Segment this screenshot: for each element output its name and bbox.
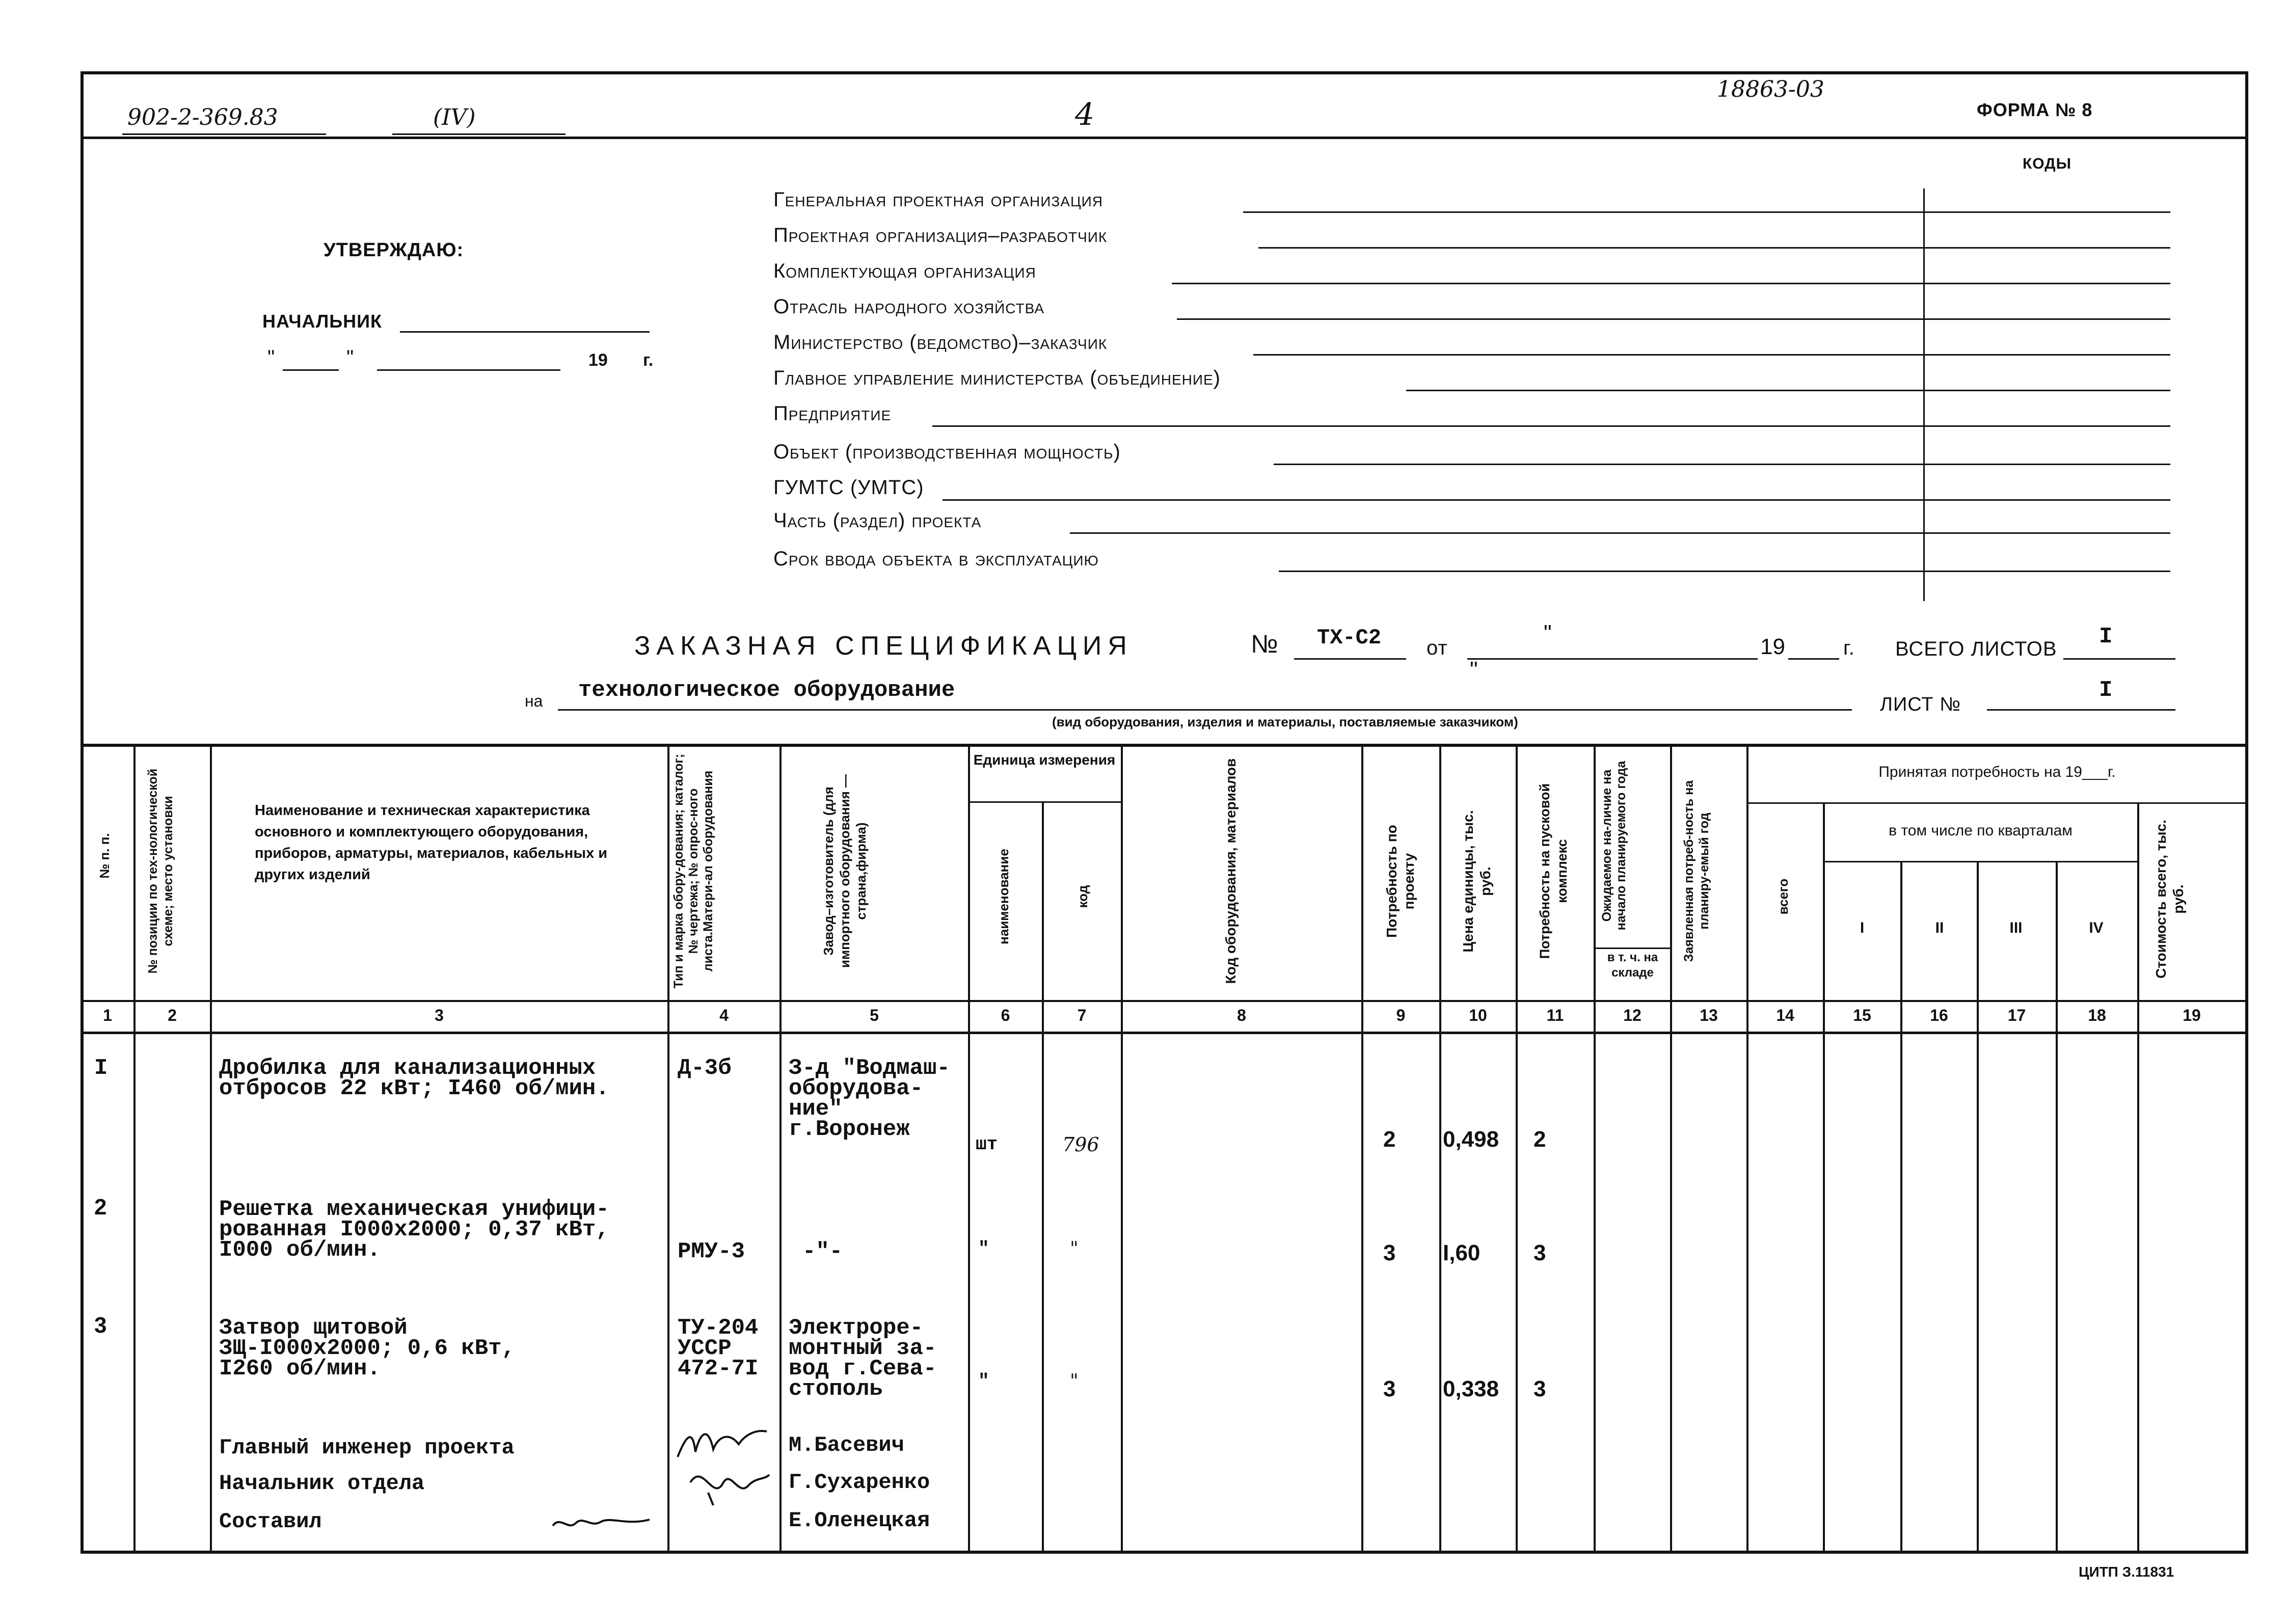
unit-subhead-line	[968, 801, 1121, 803]
spec-no-line	[1294, 658, 1406, 660]
table-top	[80, 744, 2248, 747]
row-number: 3	[94, 1313, 107, 1338]
col-line	[1977, 861, 1979, 1554]
approve-year-suffix: г.	[643, 350, 654, 370]
col-number: 9	[1396, 1006, 1406, 1024]
header-c12b: в т. ч. на складе	[1607, 951, 1658, 980]
header-quarters: в том числе по кварталам	[1889, 822, 2073, 839]
org-field-line	[943, 499, 2170, 501]
col-number: 10	[1469, 1006, 1487, 1024]
col-number: 17	[2007, 1006, 2026, 1024]
row-maker-line: стополь	[789, 1376, 883, 1402]
org-field-label: Министерство (ведомство)–заказчик	[773, 331, 1108, 354]
signature-mark-dept-head	[683, 1462, 774, 1508]
col-line	[667, 744, 669, 1554]
top-divider	[80, 137, 2248, 139]
col-line	[1361, 744, 1363, 1554]
spec-no-value: ТХ-С2	[1317, 626, 1382, 650]
quarters-subhead-line	[1823, 861, 2137, 862]
row-name-line: отбросов 22 кВт; I460 об/мин.	[219, 1076, 609, 1101]
org-field-label: Главное управление министерства (объединение)	[773, 367, 1221, 389]
col-line	[2137, 802, 2139, 1554]
signature-name: Е.Оленецкая	[789, 1508, 930, 1533]
org-field-line	[932, 425, 2170, 427]
date-day-line	[283, 369, 339, 371]
signature-name: М.Басевич	[789, 1433, 904, 1457]
row-unit: "	[978, 1238, 989, 1259]
col-line	[210, 744, 212, 1554]
row-type-line: 472-7I	[678, 1356, 759, 1382]
row-maker-line: монтный за-	[789, 1336, 937, 1361]
header-c9: Потребность по проекту	[1384, 825, 1417, 938]
col-line	[779, 744, 782, 1554]
col-number: 1	[103, 1006, 112, 1024]
spec-from-label: от	[1427, 637, 1448, 659]
row-need: 3	[1383, 1240, 1396, 1265]
org-field-label: Комплектующая организация	[773, 260, 1036, 282]
col-number: 7	[1077, 1006, 1087, 1024]
row-need: 2	[1383, 1127, 1396, 1152]
sheet-code: 18863-03	[1717, 76, 1824, 102]
doc-code: 902-2-369.83	[127, 104, 278, 130]
col-line	[1746, 744, 1748, 1554]
org-field-label: Срок ввода объекта в эксплуатацию	[773, 548, 1099, 570]
col-number: 18	[2088, 1006, 2106, 1024]
row-code: "	[1070, 1238, 1079, 1259]
row-launch: 2	[1533, 1127, 1546, 1152]
row-maker-line: ние"	[789, 1096, 843, 1122]
header-c4: Тип и марка обору-дования; каталог; № чертежа; № опрос-ного листа.Матери-ал оборудования	[671, 753, 715, 989]
footer-code: ЦИТП З.11831	[2079, 1564, 2174, 1580]
spec-sheet-line	[1987, 709, 2175, 711]
date-month-line	[377, 369, 560, 371]
org-field-label: ГУМТС (УМТС)	[773, 476, 924, 499]
header-c3: Наименование и техническая характеристика основного и комплектующего оборудования, приборов, арматуры, материалов, кабельных и других изделий	[255, 802, 608, 883]
col-line	[1670, 744, 1672, 1554]
row-name-line: I260 об/мин.	[219, 1356, 381, 1382]
row-maker-line: З-д "Водмаш-	[789, 1055, 950, 1081]
org-field-line	[1258, 247, 2170, 249]
org-field-line	[1406, 390, 2170, 391]
table-header-bottom	[80, 1000, 2248, 1002]
org-field-line	[1243, 211, 2170, 213]
col-number: 19	[2183, 1006, 2201, 1024]
row-maker-line: вод г.Сева-	[789, 1356, 937, 1382]
row-type-line: УССР	[678, 1336, 732, 1361]
col-line	[1121, 744, 1123, 1554]
row-unit: шт	[976, 1134, 998, 1155]
col-number: 11	[1546, 1006, 1564, 1024]
row-launch: 3	[1533, 1376, 1546, 1401]
header-unit: Единица измерения	[973, 752, 1116, 768]
spec-caption: (вид оборудования, изделия и материалы, поставляемые заказчиком)	[1052, 714, 1518, 729]
row-code: "	[1070, 1371, 1079, 1392]
col-line	[2056, 861, 2058, 1554]
row-name-line: рованная I000х2000; 0,37 кВт,	[219, 1217, 609, 1242]
chief-line	[400, 331, 650, 333]
signature-name: Г.Сухаренко	[789, 1470, 930, 1495]
col-line	[133, 744, 136, 1554]
signature-mark-chief-engineer	[672, 1421, 774, 1467]
approve-title: УТВЕРЖДАЮ:	[324, 239, 464, 261]
spec-total-label: ВСЕГО ЛИСТОВ	[1895, 638, 2057, 660]
row-name-line: Затвор щитовой	[219, 1315, 408, 1341]
header-c11: Потребность на пусковой комплекс	[1537, 783, 1570, 959]
org-field-label: Часть (раздел) проекта	[773, 509, 982, 532]
header-c1: № п. п.	[97, 833, 112, 879]
doc-roman: (IV)	[433, 104, 476, 130]
date-quote-close: "	[346, 346, 354, 369]
org-field-label: Объект (производственная мощность)	[773, 441, 1121, 463]
header-c12: Ожидаемое на-личие на начало планируемого года	[1600, 761, 1628, 931]
col-line	[968, 744, 970, 1554]
spec-sheet-value: I	[2099, 678, 2113, 703]
row-price: 0,498	[1443, 1127, 1499, 1152]
spec-sheet-label: ЛИСТ №	[1880, 694, 1961, 715]
org-field-line	[1253, 354, 2170, 356]
col-number: 2	[168, 1006, 177, 1024]
header-c6: наименование	[996, 849, 1011, 944]
date-quote-open: "	[267, 346, 275, 369]
row-maker-line: г.Воронеж	[789, 1117, 910, 1142]
col-number: 14	[1776, 1006, 1794, 1024]
col-number: 4	[719, 1006, 729, 1024]
spec-year-line	[1788, 658, 1839, 660]
spec-title: ЗАКАЗНАЯ СПЕЦИФИКАЦИЯ	[634, 631, 1133, 661]
row-type-line: ТУ-204	[678, 1315, 759, 1341]
spec-quote-1: "	[1544, 620, 1552, 645]
c12-subhead-line	[1595, 948, 1670, 949]
col-number: 6	[1001, 1006, 1010, 1024]
header-c14: всего	[1775, 878, 1791, 915]
row-price: 0,338	[1443, 1376, 1499, 1401]
spec-on-label: на	[525, 692, 543, 710]
row-name-line: ЗЩ-I000х2000; 0,6 кВт,	[219, 1336, 515, 1361]
codes-divider	[1923, 188, 1925, 601]
row-maker-line: Электрорe-	[789, 1315, 924, 1341]
approve-year: 19	[588, 350, 608, 370]
col-number: 12	[1623, 1006, 1642, 1024]
org-field-line	[1172, 283, 2170, 284]
header-c10: Цена единицы, тыс. руб.	[1460, 810, 1493, 953]
signature-role: Главный инженер проекта	[219, 1436, 515, 1460]
header-c7: код	[1075, 885, 1090, 908]
org-field-label: Генеральная проектная организация	[773, 188, 1104, 211]
signature-role: Составил	[219, 1509, 322, 1534]
signature-role: Начальник отдела	[219, 1471, 425, 1496]
quarter-header: II	[1935, 919, 1944, 936]
doc-roman-underline	[392, 133, 566, 135]
row-name-line: I000 об/мин.	[219, 1237, 381, 1263]
col-number: 5	[870, 1006, 879, 1024]
row-maker-line: оборудова-	[789, 1076, 924, 1101]
doc-code-underline	[122, 133, 326, 135]
quarter-header: III	[2009, 919, 2023, 936]
spec-total-line	[2063, 658, 2175, 660]
col-line	[1439, 744, 1441, 1554]
col-number: 16	[1930, 1006, 1948, 1024]
header-c8: Код оборудования, материалов	[1223, 758, 1239, 984]
spec-on-line	[558, 709, 1852, 711]
codes-label: КОДЫ	[2023, 155, 2071, 172]
col-number: 3	[435, 1006, 444, 1024]
table-colnum-bottom	[80, 1032, 2248, 1034]
spec-year-label: 19	[1760, 634, 1785, 659]
chief-label: НАЧАЛЬНИК	[262, 311, 382, 332]
col-line	[1042, 801, 1044, 1554]
col-number: 15	[1853, 1006, 1871, 1024]
header-c2: № позиции по тех-нологической схеме; место установки	[146, 768, 175, 974]
spec-on-value: технологическое оборудование	[578, 678, 955, 703]
org-field-line	[1177, 318, 2170, 320]
col-line	[1823, 802, 1825, 1554]
spec-total-value: I	[2099, 624, 2113, 649]
spec-no-label: №	[1251, 630, 1278, 658]
row-name-line: Решетка механическая унифици-	[219, 1197, 609, 1222]
spec-from-line	[1467, 658, 1758, 660]
col-line	[1900, 861, 1902, 1554]
row-launch: 3	[1533, 1240, 1546, 1265]
row-maker-line: -"-	[802, 1239, 843, 1264]
spec-g-label: г.	[1843, 637, 1855, 659]
accepted-subhead-line	[1746, 802, 2248, 804]
header-c13: Заявленная потреб-ность на планиру-емый год	[1682, 780, 1711, 962]
org-field-label: Отрасль народного хозяйства	[773, 295, 1045, 318]
col-line	[1594, 744, 1596, 1554]
row-need: 3	[1383, 1376, 1396, 1401]
col-line	[1516, 744, 1518, 1554]
row-number: I	[94, 1055, 108, 1081]
signature-mark-compiler	[550, 1510, 652, 1536]
header-accepted: Принятая потребность на 19___г.	[1878, 764, 2116, 780]
org-field-line	[1070, 532, 2170, 534]
header-c5: Завод–изготовитель (для импортного оборудования —страна,фирма)	[821, 774, 869, 968]
col-number: 13	[1700, 1006, 1718, 1024]
org-field-label: Предприятие	[773, 402, 892, 425]
org-field-label: Проектная организация–разработчик	[773, 224, 1108, 247]
spec-quote-2: "	[1470, 657, 1478, 682]
row-price: I,60	[1443, 1240, 1481, 1265]
quarter-header: IV	[2089, 919, 2104, 936]
row-type-line: Д-3б	[678, 1055, 732, 1081]
row-name-line: Дробилка для канализационных	[219, 1055, 596, 1081]
org-field-line	[1274, 464, 2170, 465]
row-unit: "	[978, 1371, 989, 1392]
quarter-header: I	[1860, 919, 1865, 936]
col-number: 8	[1237, 1006, 1246, 1024]
row-number: 2	[94, 1195, 107, 1220]
row-type-line: РМУ-3	[678, 1239, 745, 1264]
form-label: ФОРМА № 8	[1977, 99, 2093, 120]
row-code: 796	[1062, 1133, 1099, 1156]
header-c19: Стоимость всего, тыс. руб.	[2153, 820, 2186, 979]
org-field-line	[1279, 571, 2170, 572]
page-number: 4	[1075, 97, 1095, 132]
